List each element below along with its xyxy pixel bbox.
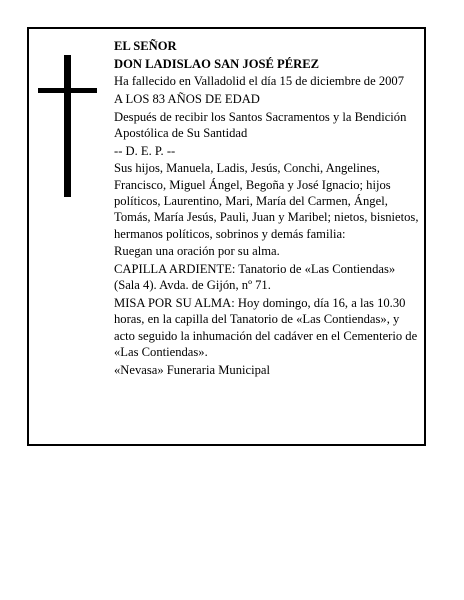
chapel-info: CAPILLA ARDIENTE: Tanatorio de «Las Contiendas» (Sala 4). Avda. de Gijón, nº 71.	[114, 261, 396, 293]
cross-horizontal-bar	[38, 88, 97, 93]
deceased-name: DON LADISLAO SAN JOSÉ PÉREZ	[114, 56, 320, 71]
death-notice: Ha fallecido en Valladolid el día 15 de diciembre de 2007	[114, 74, 405, 89]
sacraments-line: Después de recibir los Santos Sacramentos y la Bendición Apostólica de Su Santidad	[114, 109, 407, 141]
mass-info: MISA POR SU ALMA: Hoy domingo, día 16, a las 10.30 horas, en la capilla del Tanatorio de «Las Contiendas», y acto seguido la inhumación del cadáver en el Cementerio de «Las Contiendas».	[114, 295, 418, 359]
age-line: A LOS 83 AÑOS DE EDAD	[114, 92, 260, 107]
title-line-1: EL SEÑOR	[114, 39, 177, 53]
prayer-request: Ruegan una oración por su alma.	[114, 244, 280, 259]
family-list: Sus hijos, Manuela, Ladis, Jesús, Conchi, Angelines, Francisco, Miguel Ángel, Begoña y José Ignacio; hijos políticos, Laurentino, Mari, María del Carmen, Ángel, Tomás, María Jesús, Pauli, Juan y Maribel; nietos, bisnietos, hermanos políticos, sobrinos y demás familia:	[114, 161, 419, 241]
cross-vertical-bar	[64, 55, 71, 197]
rip-line: -- D. E. P. --	[114, 143, 176, 158]
obituary-text	[114, 38, 422, 379]
funeral-home: «Nevasa» Funeraria Municipal	[114, 362, 270, 377]
cross-icon	[38, 55, 97, 197]
